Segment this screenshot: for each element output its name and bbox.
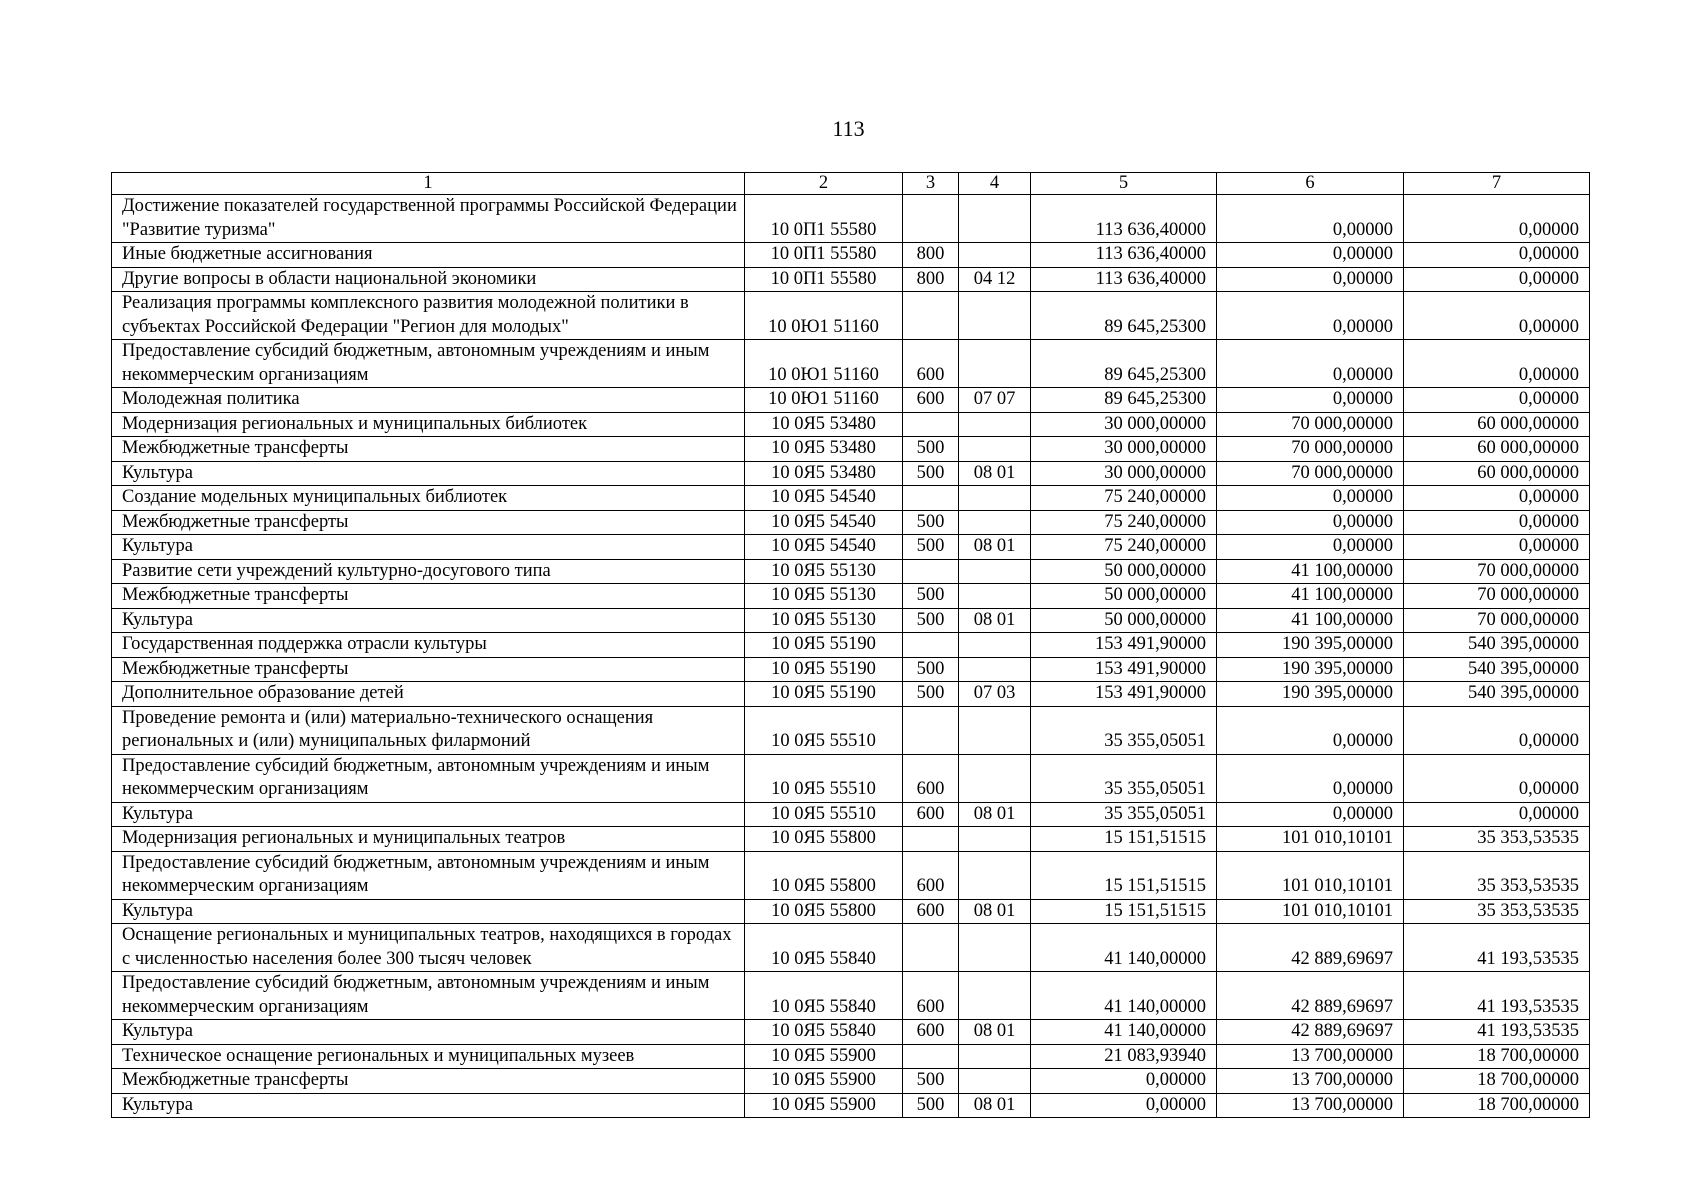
item-name-cell: Предоставление субсидий бюджетным, автономным учреждениям и иным некоммерческим организациям bbox=[112, 754, 745, 802]
amount-year1-cell: 30 000,00000 bbox=[1031, 437, 1217, 462]
item-name-cell: Создание модельных муниципальных библиотек bbox=[112, 486, 745, 511]
amount-year1-cell: 50 000,00000 bbox=[1031, 584, 1217, 609]
amount-year2-cell: 101 010,10101 bbox=[1217, 899, 1404, 924]
expense-type-cell: 500 bbox=[903, 510, 959, 535]
target-code-cell: 10 0Я5 55510 bbox=[745, 706, 903, 754]
target-code-cell: 10 0Я5 54540 bbox=[745, 486, 903, 511]
section-cell bbox=[959, 1069, 1031, 1094]
amount-year2-cell: 0,00000 bbox=[1217, 388, 1404, 413]
table-row bbox=[112, 924, 1590, 972]
table-row bbox=[112, 608, 1590, 633]
amount-year1-cell: 113 636,40000 bbox=[1031, 243, 1217, 268]
target-code-cell: 10 0Я5 54540 bbox=[745, 535, 903, 560]
amount-year2-cell: 70 000,00000 bbox=[1217, 437, 1404, 462]
table-body bbox=[112, 195, 1590, 1118]
target-code-cell: 10 0Я5 55800 bbox=[745, 899, 903, 924]
amount-year3-cell: 0,00000 bbox=[1404, 706, 1590, 754]
target-code-cell: 10 0Я5 55840 bbox=[745, 1020, 903, 1045]
section-cell bbox=[959, 243, 1031, 268]
amount-year1-cell: 153 491,90000 bbox=[1031, 657, 1217, 682]
expense-type-cell: 600 bbox=[903, 899, 959, 924]
amount-year3-cell: 0,00000 bbox=[1404, 486, 1590, 511]
expense-type-cell bbox=[903, 412, 959, 437]
amount-year2-cell: 190 395,00000 bbox=[1217, 682, 1404, 707]
expense-type-cell: 500 bbox=[903, 1093, 959, 1118]
amount-year1-cell: 75 240,00000 bbox=[1031, 486, 1217, 511]
amount-year1-cell: 21 083,93940 bbox=[1031, 1044, 1217, 1069]
item-name-cell: Межбюджетные трансферты bbox=[112, 657, 745, 682]
amount-year2-cell: 42 889,69697 bbox=[1217, 1020, 1404, 1045]
amount-year3-cell: 0,00000 bbox=[1404, 388, 1590, 413]
table-row bbox=[112, 827, 1590, 852]
target-code-cell: 10 0Ю1 51160 bbox=[745, 340, 903, 388]
expense-type-cell: 500 bbox=[903, 437, 959, 462]
amount-year2-cell: 41 100,00000 bbox=[1217, 559, 1404, 584]
amount-year1-cell: 113 636,40000 bbox=[1031, 195, 1217, 243]
amount-year1-cell: 30 000,00000 bbox=[1031, 461, 1217, 486]
section-cell: 07 03 bbox=[959, 682, 1031, 707]
table-row bbox=[112, 1020, 1590, 1045]
amount-year2-cell: 0,00000 bbox=[1217, 267, 1404, 292]
expense-type-cell: 800 bbox=[903, 267, 959, 292]
amount-year1-cell: 30 000,00000 bbox=[1031, 412, 1217, 437]
expense-type-cell: 600 bbox=[903, 802, 959, 827]
table-row bbox=[112, 972, 1590, 1020]
amount-year2-cell: 190 395,00000 bbox=[1217, 657, 1404, 682]
item-name-cell: Межбюджетные трансферты bbox=[112, 437, 745, 462]
column-header: 4 bbox=[959, 173, 1031, 195]
target-code-cell: 10 0Ю1 51160 bbox=[745, 292, 903, 340]
target-code-cell: 10 0Я5 53480 bbox=[745, 461, 903, 486]
expense-type-cell bbox=[903, 924, 959, 972]
amount-year2-cell: 0,00000 bbox=[1217, 195, 1404, 243]
table-row bbox=[112, 243, 1590, 268]
expense-type-cell: 500 bbox=[903, 461, 959, 486]
section-cell bbox=[959, 292, 1031, 340]
table-row bbox=[112, 851, 1590, 899]
target-code-cell: 10 0Я5 55900 bbox=[745, 1069, 903, 1094]
item-name-cell: Молодежная политика bbox=[112, 388, 745, 413]
amount-year3-cell: 60 000,00000 bbox=[1404, 412, 1590, 437]
target-code-cell: 10 0П1 55580 bbox=[745, 267, 903, 292]
amount-year3-cell: 18 700,00000 bbox=[1404, 1093, 1590, 1118]
amount-year3-cell: 0,00000 bbox=[1404, 340, 1590, 388]
expense-type-cell: 600 bbox=[903, 340, 959, 388]
section-cell bbox=[959, 827, 1031, 852]
expense-type-cell: 500 bbox=[903, 535, 959, 560]
section-cell bbox=[959, 486, 1031, 511]
amount-year1-cell: 35 355,05051 bbox=[1031, 754, 1217, 802]
amount-year2-cell: 42 889,69697 bbox=[1217, 924, 1404, 972]
amount-year3-cell: 0,00000 bbox=[1404, 754, 1590, 802]
amount-year3-cell: 0,00000 bbox=[1404, 243, 1590, 268]
amount-year3-cell: 41 193,53535 bbox=[1404, 924, 1590, 972]
expense-type-cell bbox=[903, 486, 959, 511]
column-header: 2 bbox=[745, 173, 903, 195]
item-name-cell: Предоставление субсидий бюджетным, автономным учреждениям и иным некоммерческим организациям bbox=[112, 972, 745, 1020]
item-name-cell: Техническое оснащение региональных и муниципальных музеев bbox=[112, 1044, 745, 1069]
amount-year3-cell: 0,00000 bbox=[1404, 535, 1590, 560]
item-name-cell: Межбюджетные трансферты bbox=[112, 584, 745, 609]
amount-year3-cell: 35 353,53535 bbox=[1404, 899, 1590, 924]
target-code-cell: 10 0П1 55580 bbox=[745, 195, 903, 243]
section-cell bbox=[959, 633, 1031, 658]
amount-year2-cell: 70 000,00000 bbox=[1217, 461, 1404, 486]
amount-year3-cell: 540 395,00000 bbox=[1404, 682, 1590, 707]
table-row bbox=[112, 340, 1590, 388]
amount-year1-cell: 15 151,51515 bbox=[1031, 827, 1217, 852]
item-name-cell: Достижение показателей государственной программы Российской Федерации "Развитие туризма" bbox=[112, 195, 745, 243]
section-cell: 08 01 bbox=[959, 608, 1031, 633]
item-name-cell: Межбюджетные трансферты bbox=[112, 1069, 745, 1094]
item-name-cell: Предоставление субсидий бюджетным, автономным учреждениям и иным некоммерческим организациям bbox=[112, 340, 745, 388]
amount-year2-cell: 13 700,00000 bbox=[1217, 1093, 1404, 1118]
amount-year2-cell: 42 889,69697 bbox=[1217, 972, 1404, 1020]
table-row bbox=[112, 535, 1590, 560]
target-code-cell: 10 0Я5 55800 bbox=[745, 827, 903, 852]
table-row bbox=[112, 437, 1590, 462]
amount-year3-cell: 70 000,00000 bbox=[1404, 608, 1590, 633]
table-row bbox=[112, 388, 1590, 413]
target-code-cell: 10 0Я5 55130 bbox=[745, 584, 903, 609]
target-code-cell: 10 0Я5 55840 bbox=[745, 972, 903, 1020]
expense-type-cell bbox=[903, 827, 959, 852]
section-cell bbox=[959, 924, 1031, 972]
expense-type-cell bbox=[903, 1044, 959, 1069]
table-row bbox=[112, 899, 1590, 924]
amount-year2-cell: 101 010,10101 bbox=[1217, 851, 1404, 899]
amount-year1-cell: 50 000,00000 bbox=[1031, 608, 1217, 633]
table-row bbox=[112, 461, 1590, 486]
expense-type-cell: 500 bbox=[903, 682, 959, 707]
amount-year1-cell: 113 636,40000 bbox=[1031, 267, 1217, 292]
item-name-cell: Культура bbox=[112, 608, 745, 633]
expense-type-cell: 600 bbox=[903, 754, 959, 802]
item-name-cell: Культура bbox=[112, 899, 745, 924]
column-header: 1 bbox=[112, 173, 745, 195]
section-cell bbox=[959, 754, 1031, 802]
amount-year3-cell: 60 000,00000 bbox=[1404, 461, 1590, 486]
amount-year1-cell: 0,00000 bbox=[1031, 1069, 1217, 1094]
target-code-cell: 10 0Я5 55190 bbox=[745, 657, 903, 682]
item-name-cell: Культура bbox=[112, 535, 745, 560]
amount-year1-cell: 75 240,00000 bbox=[1031, 510, 1217, 535]
table-row bbox=[112, 559, 1590, 584]
item-name-cell: Дополнительное образование детей bbox=[112, 682, 745, 707]
section-cell bbox=[959, 559, 1031, 584]
item-name-cell: Оснащение региональных и муниципальных театров, находящихся в городах с численностью населения более 300 тысяч человек bbox=[112, 924, 745, 972]
table-row bbox=[112, 195, 1590, 243]
section-cell: 04 12 bbox=[959, 267, 1031, 292]
section-cell bbox=[959, 412, 1031, 437]
table-row bbox=[112, 510, 1590, 535]
amount-year2-cell: 101 010,10101 bbox=[1217, 827, 1404, 852]
section-cell bbox=[959, 584, 1031, 609]
item-name-cell: Реализация программы комплексного развития молодежной политики в субъектах Российской Федерации "Регион для молодых" bbox=[112, 292, 745, 340]
amount-year1-cell: 89 645,25300 bbox=[1031, 388, 1217, 413]
table-row bbox=[112, 657, 1590, 682]
expense-type-cell: 500 bbox=[903, 657, 959, 682]
section-cell bbox=[959, 195, 1031, 243]
table-row bbox=[112, 412, 1590, 437]
amount-year3-cell: 35 353,53535 bbox=[1404, 851, 1590, 899]
item-name-cell: Проведение ремонта и (или) материально-технического оснащения региональных и (или) муниципальных филармоний bbox=[112, 706, 745, 754]
target-code-cell: 10 0П1 55580 bbox=[745, 243, 903, 268]
amount-year1-cell: 41 140,00000 bbox=[1031, 924, 1217, 972]
section-cell: 08 01 bbox=[959, 1020, 1031, 1045]
item-name-cell: Развитие сети учреждений культурно-досугового типа bbox=[112, 559, 745, 584]
item-name-cell: Межбюджетные трансферты bbox=[112, 510, 745, 535]
amount-year2-cell: 13 700,00000 bbox=[1217, 1069, 1404, 1094]
target-code-cell: 10 0Я5 55130 bbox=[745, 608, 903, 633]
amount-year3-cell: 41 193,53535 bbox=[1404, 1020, 1590, 1045]
table-row bbox=[112, 1044, 1590, 1069]
item-name-cell: Иные бюджетные ассигнования bbox=[112, 243, 745, 268]
section-cell bbox=[959, 1044, 1031, 1069]
amount-year2-cell: 0,00000 bbox=[1217, 535, 1404, 560]
expense-type-cell: 600 bbox=[903, 851, 959, 899]
amount-year2-cell: 41 100,00000 bbox=[1217, 608, 1404, 633]
section-cell bbox=[959, 437, 1031, 462]
amount-year2-cell: 0,00000 bbox=[1217, 486, 1404, 511]
target-code-cell: 10 0Я5 55510 bbox=[745, 802, 903, 827]
expense-type-cell: 800 bbox=[903, 243, 959, 268]
amount-year3-cell: 35 353,53535 bbox=[1404, 827, 1590, 852]
target-code-cell: 10 0Я5 55840 bbox=[745, 924, 903, 972]
amount-year1-cell: 89 645,25300 bbox=[1031, 292, 1217, 340]
expense-type-cell bbox=[903, 706, 959, 754]
target-code-cell: 10 0Я5 53480 bbox=[745, 412, 903, 437]
section-cell: 08 01 bbox=[959, 461, 1031, 486]
amount-year3-cell: 0,00000 bbox=[1404, 510, 1590, 535]
item-name-cell: Культура bbox=[112, 461, 745, 486]
amount-year2-cell: 70 000,00000 bbox=[1217, 412, 1404, 437]
item-name-cell: Модернизация региональных и муниципальных библиотек bbox=[112, 412, 745, 437]
amount-year3-cell: 0,00000 bbox=[1404, 292, 1590, 340]
amount-year3-cell: 0,00000 bbox=[1404, 267, 1590, 292]
target-code-cell: 10 0Я5 55900 bbox=[745, 1093, 903, 1118]
table-row bbox=[112, 754, 1590, 802]
amount-year1-cell: 153 491,90000 bbox=[1031, 682, 1217, 707]
expense-type-cell: 500 bbox=[903, 608, 959, 633]
amount-year2-cell: 0,00000 bbox=[1217, 802, 1404, 827]
column-header: 6 bbox=[1217, 173, 1404, 195]
target-code-cell: 10 0Я5 55800 bbox=[745, 851, 903, 899]
amount-year1-cell: 153 491,90000 bbox=[1031, 633, 1217, 658]
target-code-cell: 10 0Я5 53480 bbox=[745, 437, 903, 462]
amount-year2-cell: 0,00000 bbox=[1217, 706, 1404, 754]
amount-year3-cell: 18 700,00000 bbox=[1404, 1044, 1590, 1069]
column-header: 7 bbox=[1404, 173, 1590, 195]
amount-year3-cell: 70 000,00000 bbox=[1404, 559, 1590, 584]
target-code-cell: 10 0Я5 55900 bbox=[745, 1044, 903, 1069]
expense-type-cell bbox=[903, 559, 959, 584]
section-cell: 08 01 bbox=[959, 802, 1031, 827]
amount-year2-cell: 0,00000 bbox=[1217, 292, 1404, 340]
target-code-cell: 10 0Я5 54540 bbox=[745, 510, 903, 535]
amount-year3-cell: 540 395,00000 bbox=[1404, 633, 1590, 658]
table-row bbox=[112, 1093, 1590, 1118]
table-row bbox=[112, 682, 1590, 707]
item-name-cell: Предоставление субсидий бюджетным, автономным учреждениям и иным некоммерческим организациям bbox=[112, 851, 745, 899]
table-row bbox=[112, 802, 1590, 827]
expense-type-cell: 500 bbox=[903, 584, 959, 609]
table-row bbox=[112, 267, 1590, 292]
expense-type-cell bbox=[903, 292, 959, 340]
expense-type-cell: 600 bbox=[903, 388, 959, 413]
item-name-cell: Модернизация региональных и муниципальных театров bbox=[112, 827, 745, 852]
amount-year1-cell: 50 000,00000 bbox=[1031, 559, 1217, 584]
target-code-cell: 10 0Ю1 51160 bbox=[745, 388, 903, 413]
section-cell: 08 01 bbox=[959, 535, 1031, 560]
section-cell bbox=[959, 851, 1031, 899]
amount-year1-cell: 41 140,00000 bbox=[1031, 1020, 1217, 1045]
section-cell: 07 07 bbox=[959, 388, 1031, 413]
amount-year3-cell: 0,00000 bbox=[1404, 802, 1590, 827]
amount-year3-cell: 41 193,53535 bbox=[1404, 972, 1590, 1020]
item-name-cell: Культура bbox=[112, 1020, 745, 1045]
section-cell: 08 01 bbox=[959, 899, 1031, 924]
header-row bbox=[112, 173, 1590, 195]
section-cell: 08 01 bbox=[959, 1093, 1031, 1118]
table-row bbox=[112, 1069, 1590, 1094]
target-code-cell: 10 0Я5 55130 bbox=[745, 559, 903, 584]
column-header: 5 bbox=[1031, 173, 1217, 195]
amount-year1-cell: 75 240,00000 bbox=[1031, 535, 1217, 560]
amount-year2-cell: 13 700,00000 bbox=[1217, 1044, 1404, 1069]
table-row bbox=[112, 633, 1590, 658]
amount-year1-cell: 15 151,51515 bbox=[1031, 851, 1217, 899]
item-name-cell: Культура bbox=[112, 1093, 745, 1118]
amount-year1-cell: 41 140,00000 bbox=[1031, 972, 1217, 1020]
amount-year3-cell: 540 395,00000 bbox=[1404, 657, 1590, 682]
budget-table bbox=[111, 172, 1590, 1118]
expense-type-cell: 600 bbox=[903, 1020, 959, 1045]
amount-year2-cell: 190 395,00000 bbox=[1217, 633, 1404, 658]
page-number: 113 bbox=[832, 116, 865, 141]
item-name-cell: Государственная поддержка отрасли культуры bbox=[112, 633, 745, 658]
amount-year3-cell: 70 000,00000 bbox=[1404, 584, 1590, 609]
section-cell bbox=[959, 972, 1031, 1020]
amount-year1-cell: 0,00000 bbox=[1031, 1093, 1217, 1118]
item-name-cell: Культура bbox=[112, 802, 745, 827]
table-row bbox=[112, 706, 1590, 754]
amount-year3-cell: 0,00000 bbox=[1404, 195, 1590, 243]
target-code-cell: 10 0Я5 55190 bbox=[745, 633, 903, 658]
table-row bbox=[112, 292, 1590, 340]
amount-year1-cell: 15 151,51515 bbox=[1031, 899, 1217, 924]
section-cell bbox=[959, 510, 1031, 535]
target-code-cell: 10 0Я5 55510 bbox=[745, 754, 903, 802]
item-name-cell: Другие вопросы в области национальной экономики bbox=[112, 267, 745, 292]
amount-year1-cell: 89 645,25300 bbox=[1031, 340, 1217, 388]
expense-type-cell: 600 bbox=[903, 972, 959, 1020]
section-cell bbox=[959, 706, 1031, 754]
target-code-cell: 10 0Я5 55190 bbox=[745, 682, 903, 707]
section-cell bbox=[959, 657, 1031, 682]
amount-year1-cell: 35 355,05051 bbox=[1031, 802, 1217, 827]
section-cell bbox=[959, 340, 1031, 388]
amount-year2-cell: 0,00000 bbox=[1217, 510, 1404, 535]
amount-year1-cell: 35 355,05051 bbox=[1031, 706, 1217, 754]
table-row bbox=[112, 584, 1590, 609]
amount-year2-cell: 0,00000 bbox=[1217, 243, 1404, 268]
table-row bbox=[112, 486, 1590, 511]
amount-year3-cell: 18 700,00000 bbox=[1404, 1069, 1590, 1094]
amount-year2-cell: 41 100,00000 bbox=[1217, 584, 1404, 609]
column-header: 3 bbox=[903, 173, 959, 195]
amount-year2-cell: 0,00000 bbox=[1217, 340, 1404, 388]
expense-type-cell bbox=[903, 195, 959, 243]
expense-type-cell bbox=[903, 633, 959, 658]
expense-type-cell: 500 bbox=[903, 1069, 959, 1094]
amount-year2-cell: 0,00000 bbox=[1217, 754, 1404, 802]
amount-year3-cell: 60 000,00000 bbox=[1404, 437, 1590, 462]
